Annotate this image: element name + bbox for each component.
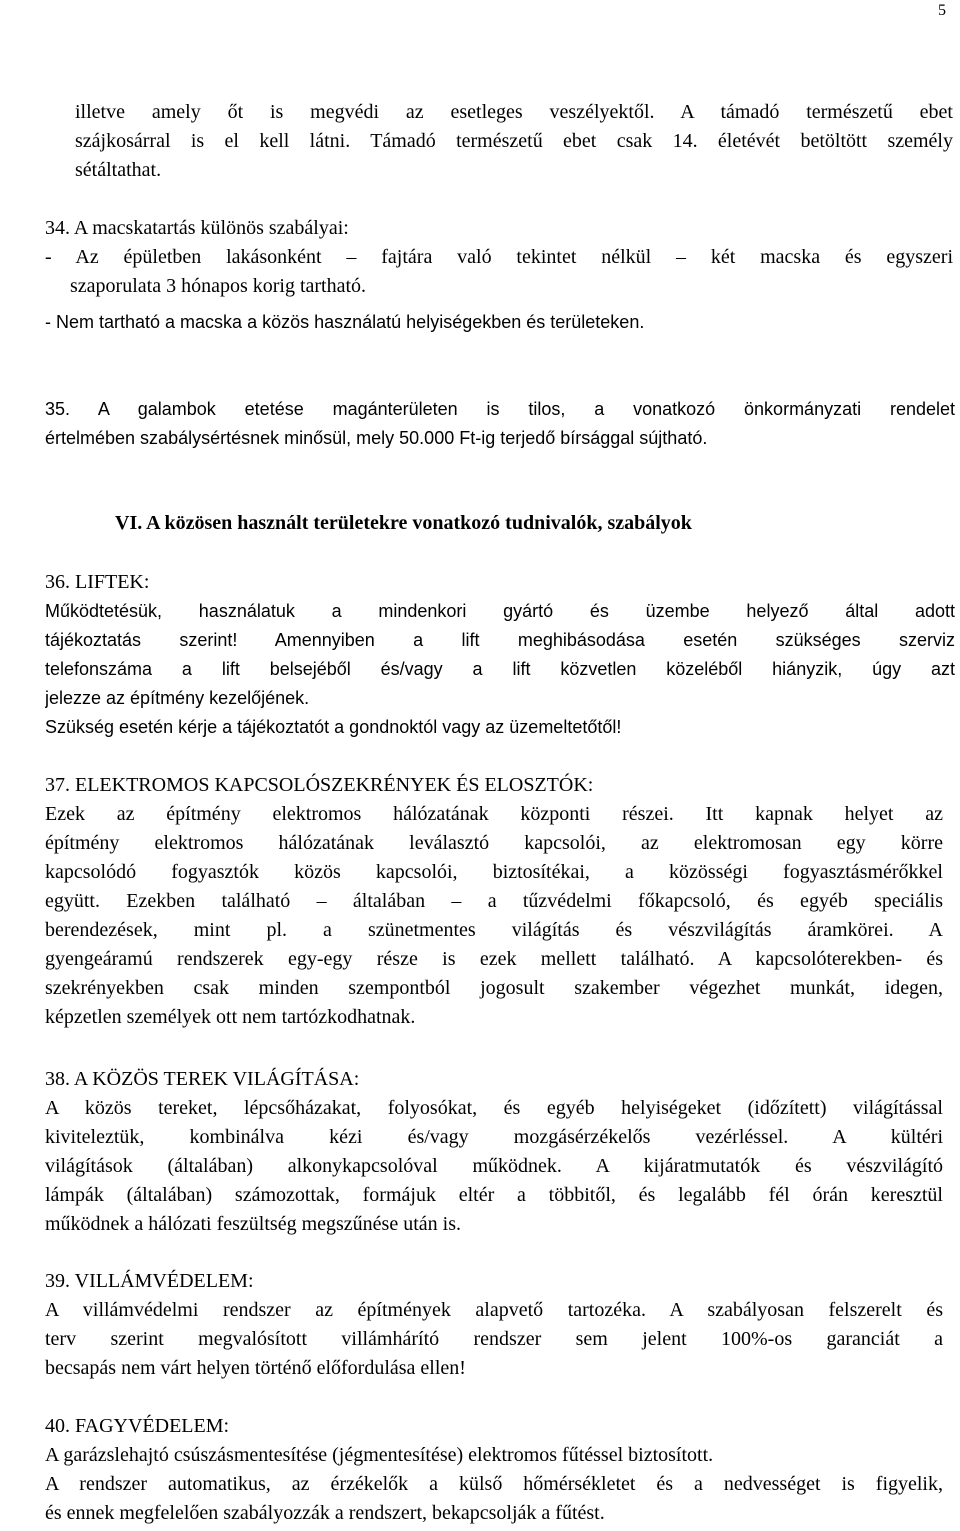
text-line: A rendszer automatikus, az érzékelők a külső hőmérsékletet és a nedvességet is figyelik, (45, 1473, 943, 1495)
section-35 (45, 395, 955, 453)
text-line: Működtetésük, használatuk a mindenkori gyártó és üzembe helyező által adott (45, 601, 955, 621)
intro-paragraph (75, 98, 953, 185)
list-item-continuation: szaporulata 3 hónapos korig tartható. (45, 275, 367, 297)
section-37-title: 37. ELEKTROMOS KAPCSOLÓSZEKRÉNYEK ÉS ELOSZTÓK: (45, 774, 594, 796)
section-34 (45, 214, 953, 301)
list-item: - Nem tartható a macska a közös használatú helyiségekben és területeken. (45, 312, 645, 332)
text-line: szájkosárral is el kell látni. Támadó természetű ebet csak 14. életévét betöltött személy (75, 130, 953, 152)
section-34-title: 34. A macskatartás különös szabályai: (45, 217, 349, 239)
text-line: illetve amely őt is megvédi az esetleges veszélyektől. A támadó természetű ebet (75, 101, 953, 123)
section-36 (45, 568, 955, 742)
text-line: A közös tereket, lépcsőházakat, folyosókat, és egyéb helyiségeket (időzített) világítással (45, 1097, 943, 1119)
section-36-body (45, 597, 955, 742)
text-line: és ennek megfelelően szabályozzák a rendszert, bekapcsolják a fűtést. (45, 1502, 605, 1524)
text-line: világítások (általában) alkonykapcsolóval működnek. A kijáratmutatók és vészvilágító (45, 1155, 943, 1177)
section-38 (45, 1065, 943, 1239)
section-39 (45, 1267, 943, 1383)
section-40-title: 40. FAGYVÉDELEM: (45, 1415, 230, 1437)
section-37 (45, 771, 943, 1032)
text-line: A villámvédelmi rendszer az építmények alapvető tartozéka. A szabályosan felszerelt és (45, 1299, 943, 1321)
text-line: A garázslehajtó csúszásmentesítése (jégmentesítése) elektromos fűtéssel biztosított. (45, 1444, 714, 1466)
page-number: 5 (938, 2, 946, 19)
list-item: - Az épületben lakásonként – fajtára való tekintet nélkül – két macska és egyszeri (45, 246, 953, 268)
text-line: működnek a hálózati feszültség megszűnése után is. (45, 1213, 461, 1235)
text-line: szekrényekben csak minden szempontból jogosult szakember végezhet munkát, idegen, (45, 977, 943, 999)
text-line: építmény elektromos hálózatának leválasztó kapcsolói, az elektromosan egy körre (45, 832, 943, 854)
text-line: tájékoztatás szerint! Amennyiben a lift meghibásodása esetén szükséges szerviz (45, 630, 955, 650)
text-line: értelmében szabálysértésnek minősül, mely 50.000 Ft-ig terjedő bírsággal sújtható. (45, 428, 708, 448)
section-40 (45, 1412, 943, 1528)
text-line: terv szerint megvalósított villámhárító rendszer sem jelent 100%-os garanciát a (45, 1328, 943, 1350)
text-line: együtt. Ezekben található – általában – a tűzvédelmi főkapcsoló, és egyéb speciális (45, 890, 943, 912)
text-line: becsapás nem várt helyen történő előfordulása ellen! (45, 1357, 466, 1379)
text-line: kapcsolódó fogyasztók közös kapcsolói, biztosítékai, a közösségi fogyasztásmérőkkel (45, 861, 943, 883)
text-line: Ezek az építmény elektromos hálózatának központi részei. Itt kapnak helyet az (45, 803, 943, 825)
text-line: sétáltathat. (75, 159, 162, 181)
text-line: képzetlen személyek ott nem tartózkodhatnak. (45, 1006, 416, 1028)
text-line: Szükség esetén kérje a tájékoztatót a gondnoktól vagy az üzemeltetőtől! (45, 717, 622, 737)
text-line: 35. A galambok etetése magánterületen is tilos, a vonatkozó önkormányzati rendelet (45, 399, 955, 419)
section-39-title: 39. VILLÁMVÉDELEM: (45, 1270, 254, 1292)
text-line: jelezze az építmény kezelőjének. (45, 688, 310, 708)
section-34-item-3 (45, 308, 953, 337)
text-line: telefonszáma a lift belsejéből és/vagy a lift közvetlen közeléből hiányzik, úgy azt (45, 659, 955, 679)
section-38-title: 38. A KÖZÖS TEREK VILÁGÍTÁSA: (45, 1068, 360, 1090)
text-line: gyengeáramú rendszerek egy-egy része is ezek mellett található. A kapcsolóterekben- és (45, 948, 943, 970)
text-line: berendezések, mint pl. a szünetmentes világítás és vészvilágítás áramkörei. A (45, 919, 943, 941)
text-line: lámpák (általában) számozottak, formájuk eltér a többitől, és legalább fél órán keresztül (45, 1184, 943, 1206)
text-line: kiviteleztük, kombinálva kézi és/vagy mozgásérzékelős vezérléssel. A kültéri (45, 1126, 943, 1148)
section-36-title: 36. LIFTEK: (45, 571, 150, 593)
chapter-heading: VI. A közösen használt területekre vonatkozó tudnivalók, szabályok (115, 512, 692, 534)
